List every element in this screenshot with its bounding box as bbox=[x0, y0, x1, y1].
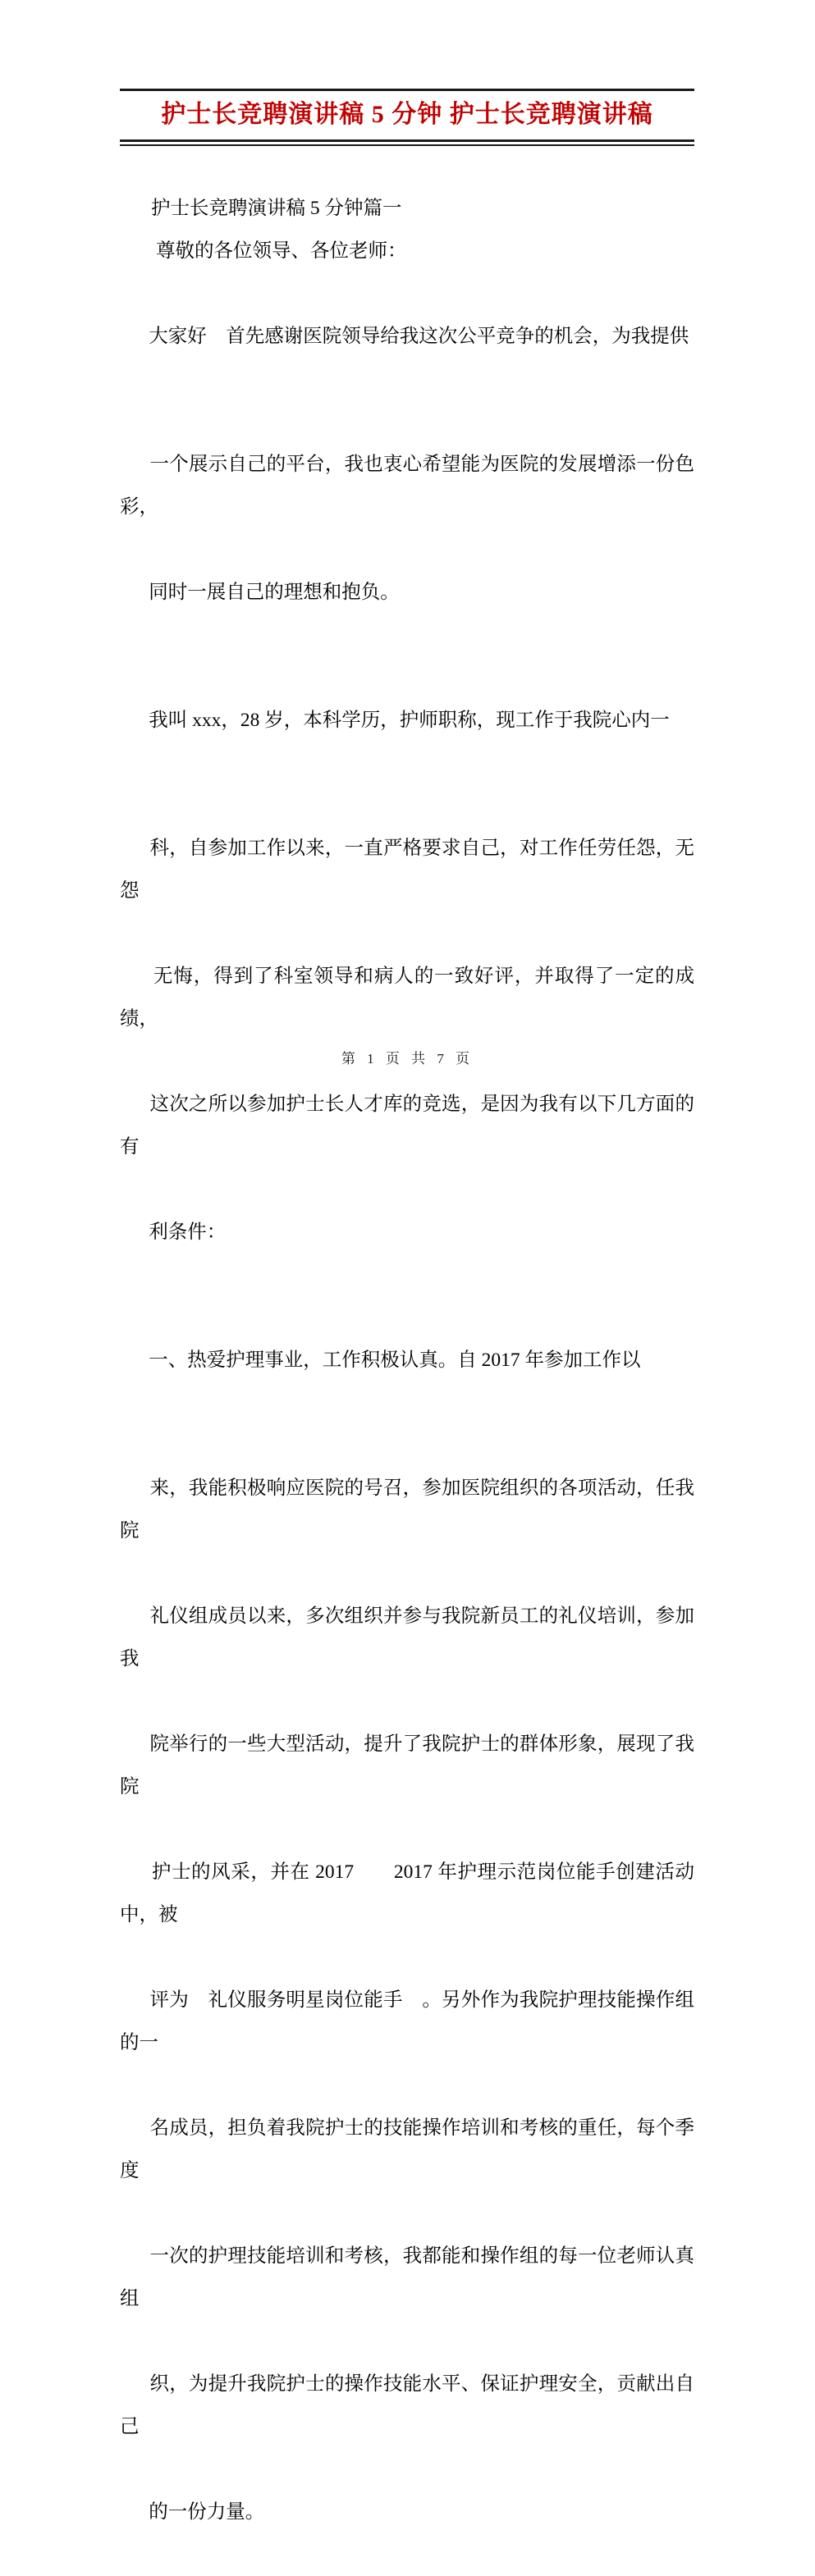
paragraph-2-line-4: 这次之所以参加护士长人才库的竞选，是因为我有以下几方面的有 bbox=[120, 1094, 695, 1158]
paragraph-1-cont bbox=[120, 400, 694, 656]
paragraph-3-line-9: 织，为提升我院护士的操作技能水平、保证护理安全，贡献出自己 bbox=[120, 2373, 695, 2437]
paragraph-2 bbox=[120, 656, 694, 784]
paragraph-2-line-3: 无悔，得到了科室领导和病人的一致好评，并取得了一定的成绩， bbox=[120, 966, 694, 1030]
page-footer: 第 1 页 共 7 页 bbox=[341, 1051, 474, 1066]
paragraph-1-line-2: 一个展示自己的平台，我也衷心希望能为医院的发展增添一份色彩， bbox=[120, 454, 695, 518]
paragraph-1-line-1: 大家好 首先感谢医院领导给我这次公平竞争的机会，为我提供 bbox=[149, 326, 689, 347]
paragraph-1-line-3: 同时一展自己的理想和抱负。 bbox=[149, 582, 400, 603]
paragraph-3-line-7: 名成员，担负着我院护士的技能操作培训和考核的重任，每个季度 bbox=[120, 2117, 695, 2181]
paragraph-3-line-8: 一次的护理技能培训和考核，我都能和操作组的每一位老师认真组 bbox=[120, 2245, 695, 2309]
paragraph-3 bbox=[120, 1296, 694, 1424]
page-title: 护士长竞聘演讲稿 5 分钟 护士长竞聘演讲稿 bbox=[161, 101, 653, 128]
paragraph-3-cont bbox=[120, 1424, 694, 2576]
paragraph-3-line-5: 护士的风采，并在 2017 2017 年护理示范岗位能手创建活动中，被 bbox=[120, 1861, 695, 1925]
paragraph-3-line-2: 来，我能积极响应医院的号召，参加医院组织的各项活动，任我院 bbox=[120, 1478, 695, 1541]
document-body bbox=[120, 187, 694, 2576]
paragraph-2-cont bbox=[120, 784, 694, 1296]
salutation-line: 尊敬的各位领导、各位老师： bbox=[156, 240, 407, 262]
paragraph-3-line-6: 评为 礼仪服务明星岗位能手 。另外作为我院护理技能操作组的一 bbox=[120, 1989, 695, 2053]
section-heading: 护士长竞聘演讲稿 5 分钟篇一 bbox=[151, 198, 402, 219]
paragraph-3-line-3: 礼仪组成员以来，多次组织并参与我院新员工的礼仪培训，参加我 bbox=[120, 1605, 695, 1669]
paragraph-2-line-1: 我叫 xxx，28 岁，本科学历，护师职称，现工作于我院心内一 bbox=[149, 710, 670, 731]
title-block bbox=[120, 89, 694, 146]
paragraph-3-line-4: 院举行的一些大型活动，提升了我院护士的群体形象，展现了我院 bbox=[120, 1733, 695, 1797]
title-rule-bottom bbox=[120, 139, 694, 146]
paragraph-2-line-5: 利条件： bbox=[149, 1222, 227, 1243]
paragraph-1 bbox=[120, 272, 694, 400]
paragraph-3-line-1: 一、热爱护理事业，工作积极认真。自 2017 年参加工作以 bbox=[149, 1350, 641, 1371]
paragraph-3-line-10: 的一份力量。 bbox=[149, 2501, 265, 2523]
paragraph-2-line-2: 科，自参加工作以来，一直严格要求自己，对工作任劳任怨，无怨 bbox=[120, 838, 695, 902]
